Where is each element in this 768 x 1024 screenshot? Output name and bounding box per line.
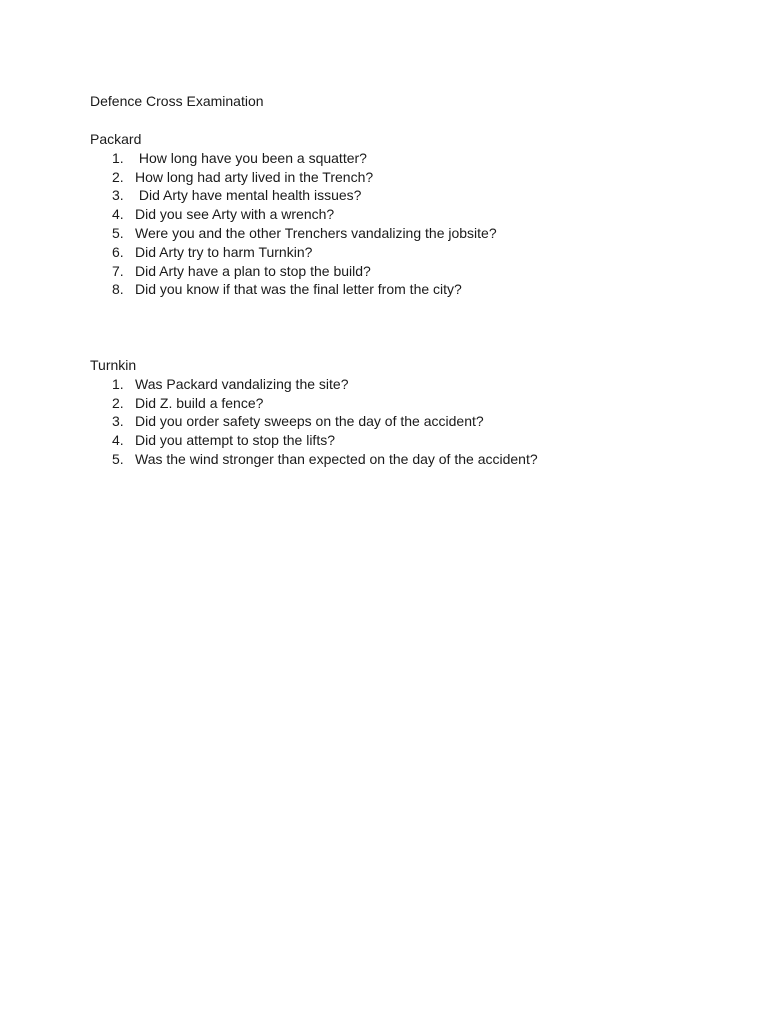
list-item <box>90 168 374 187</box>
question-text: How long had arty lived in the Trench? <box>135 168 374 185</box>
question-number: 1. <box>112 375 124 392</box>
list-item <box>90 224 497 243</box>
question-text: Did you see Arty with a wrench? <box>135 206 335 223</box>
document-title: Defence Cross Examination <box>90 93 264 109</box>
list-item <box>90 186 362 205</box>
list-item <box>90 280 462 299</box>
question-text: Did you order safety sweeps on the day of the accident? <box>135 413 484 430</box>
question-text: Did Arty try to harm Turnkin? <box>135 243 313 260</box>
question-list <box>90 375 538 469</box>
list-item <box>90 431 335 450</box>
list-item <box>90 205 335 224</box>
question-number: 2. <box>112 168 124 185</box>
question-number: 4. <box>112 206 124 223</box>
question-text: Did you know if that was the final letter from the city? <box>135 281 462 298</box>
question-text: How long have you been a squatter? <box>135 149 367 166</box>
list-item <box>90 243 313 262</box>
question-number: 8. <box>112 281 124 298</box>
section-turnkin <box>90 356 538 469</box>
question-number: 6. <box>112 243 124 260</box>
list-item <box>90 262 371 281</box>
question-text: Did Arty have mental health issues? <box>135 187 362 204</box>
question-text: Were you and the other Trenchers vandalizing the jobsite? <box>135 224 497 241</box>
question-text: Was Packard vandalizing the site? <box>135 375 349 392</box>
question-number: 3. <box>112 187 124 204</box>
question-list <box>90 149 497 299</box>
section-heading: Turnkin <box>90 357 137 373</box>
section-heading: Packard <box>90 131 142 147</box>
question-number: 5. <box>112 450 124 467</box>
section-packard <box>90 130 497 299</box>
question-number: 4. <box>112 432 124 449</box>
list-item <box>90 394 264 413</box>
question-text: Did you attempt to stop the lifts? <box>135 432 335 449</box>
question-number: 7. <box>112 262 124 279</box>
question-number: 5. <box>112 224 124 241</box>
question-number: 1. <box>112 149 124 166</box>
list-item <box>90 149 367 168</box>
question-number: 3. <box>112 413 124 430</box>
question-number: 2. <box>112 394 124 411</box>
question-text: Did Arty have a plan to stop the build? <box>135 262 371 279</box>
list-item <box>90 375 349 394</box>
list-item <box>90 412 484 431</box>
list-item <box>90 450 538 469</box>
question-text: Was the wind stronger than expected on the day of the accident? <box>135 450 538 467</box>
question-text: Did Z. build a fence? <box>135 394 264 411</box>
